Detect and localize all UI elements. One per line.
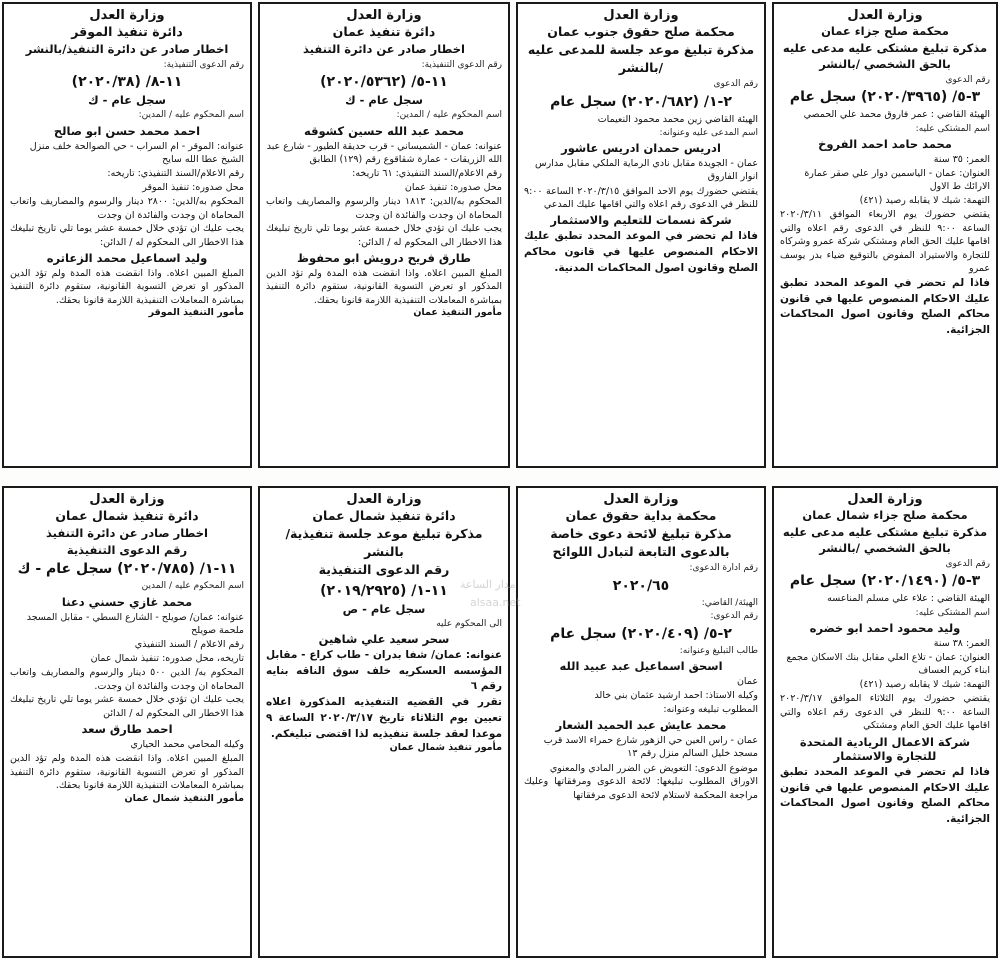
party-name: ادريس حمدان ادريس عاشور — [561, 141, 721, 156]
party-name: احمد طارق سعد — [81, 722, 173, 737]
ministry-header: وزارة العدل — [89, 8, 165, 23]
notice-north-amman-execution-warning — [2, 486, 252, 958]
signature-line: مأمور التنفيذ شمال عمان — [124, 792, 244, 804]
case-number: ١١-١/ (٢٠٢٠/٧٨٥) سجل عام - ك — [17, 561, 237, 578]
party-name: احمد محمد حسن ابو صالح — [53, 123, 201, 138]
detail-line: عنوانه: عمان/ صويلح - الشارع السطي - مقابل المسجد ملحمة صويلح — [26, 611, 244, 636]
field-label: اسم المحكوم عليه / المدين: — [396, 110, 502, 121]
court-title: محكمة بداية حقوق عمان — [565, 508, 717, 523]
field-label: اسم المدعى عليه وعنوانه: — [659, 127, 758, 138]
party-name: سجل عام - ص — [342, 601, 426, 616]
ministry-header: وزارة العدل — [847, 8, 923, 23]
ministry-header: وزارة العدل — [89, 492, 165, 507]
party-name: محمد عايش عبد الحميد الشعار — [555, 718, 727, 733]
body-paragraph: يقتضي حضورك يوم الاحد الموافق ٢٠٢٠/٣/١٥ الساعة ٩:٠٠ للنظر في الدعوى رقم اعلاه والتي اقامها عليك المدعي — [524, 185, 758, 210]
ministry-header: وزارة العدل — [346, 8, 422, 23]
court-title: دائرة تنفيذ شمال عمان — [312, 508, 456, 523]
detail-line: العمر: ٣٥ سنة — [933, 153, 990, 165]
detail-line: رقم الاعلام/السند التنفيذي: تاريخه: — [107, 167, 244, 179]
body-paragraph: المحكوم به/الدين: ٢٨٠٠ دينار والرسوم والمصاريف واتعاب المحاماة ان وجدت والفائدة ان وجدت — [10, 196, 244, 221]
emphasis-paragraph: تقرر في القضيه التنفيذيه المذكورة اعلاه تعيين يوم الثلاثاء تاريخ ٢٠٢٠/٣/١٧ الساعة ٩ موعدا لعقد جلسة تنفيذيه لذا اقتضى تبليغكم. — [266, 696, 502, 740]
notice-subtitle: محكمة صلح جزاء عمان — [821, 24, 949, 38]
field-label: طالب التبليغ وعنوانه: — [679, 645, 758, 656]
detail-line: العنوان: عمان - الياسمين دوار علي صقر عمارة الارائك ط الاول — [804, 168, 990, 193]
party-name: وليد اسماعيل محمد الزعاتره — [46, 250, 208, 265]
party-name: سحر سعيد علي شاهين — [318, 631, 450, 646]
detail-line: عمان - الجويدة مقابل نادي الرماية الملكي مقابل مدارس انوار الفاروق — [535, 158, 758, 183]
detail-line: المطلوب تبليغه وعنوانه: — [663, 704, 758, 716]
case-number: ٣-٥/ (٢٠٢٠/١٤٩٠) سجل عام — [789, 573, 981, 590]
field-label: الى المحكوم عليه — [436, 618, 502, 629]
notice-subtitle: اخطار صادر عن دائرة التنفيذ/بالنشر — [25, 42, 229, 57]
detail-line: عمان - راس العين حي الزهور شارع حمراء الاسد قرب مسجد خليل السالم منزل رقم ١٣ — [543, 735, 758, 760]
body-paragraph: المبلغ المبين اعلاه. واذا انقضت هذه المدة ولم تؤد الدين المذكور او تعرض التسوية القانونية، ستقوم دائرة التنفيذ بمباشرة المعاملات التنفيذية اللازمة قانونا بحقك. — [266, 267, 502, 306]
party-name: طارق فريح درويش ابو محفوظ — [297, 250, 471, 265]
body-paragraph: موضوع الدعوى: التعويض عن الضرر المادي والمعنوي — [549, 762, 758, 774]
court-title: مذكرة تبليغ موعد جلسة للمدعى عليه /بالنشر — [527, 42, 755, 76]
court-title: دائرة تنفيذ شمال عمان — [55, 508, 199, 523]
detail-line: رقم الاعلام/السند التنفيذي: ٦١ تاريخه: — [352, 167, 502, 179]
notice-subtitle: اخطار صادر عن دائرة التنفيذ — [46, 526, 208, 541]
field-label: اسم المحكوم عليه / المدين: — [138, 110, 244, 121]
notice-north-amman-criminal-conciliation-court — [772, 2, 998, 468]
notice-subtitle: مذكرة تبليغ مشتكى عليه مدعى عليه بالحق الشخصي /بالنشر — [782, 524, 988, 556]
notice-subtitle: مذكرة تبليغ مشتكى عليه مدعى عليه بالحق الشخصي /بالنشر — [782, 40, 988, 72]
detail-line: عنوانه: عمان - الشميساني - قرب حديقة الطيور - شارع عبد الله الزريقات - عمارة شقاقوع رقم (١٢٩) الطابق — [266, 140, 502, 165]
body-paragraph: يقتضي حضورك يوم الاربعاء الموافق ٢٠٢٠/٣/١١ الساعة ٩:٠٠ للنظر في الدعوى رقم اعلاه والتي اقامها عليك الحق العام ومشتكي شركة عمرو وشركاه للتجارة والاستيراد المفوض بالتوقيع ضياء بدر يوسف عمرو — [780, 209, 990, 275]
field-label: رقم الدعوى — [945, 559, 990, 570]
emphasis-paragraph: فاذا لم تحضر في الموعد المحدد تطبق عليك الاحكام المنصوص عليها في قانون محاكم الصلح وقانون اصول المحاكمات المدنية. — [524, 230, 758, 274]
party-name: وليد محمود احمد ابو خضره — [809, 620, 961, 635]
detail-line: الهيئة القاضي زين محمد محمود النعيمات — [597, 113, 758, 125]
signature-line: مأمور التنفيذ عمان — [413, 307, 502, 319]
case-number: ٢-١/ (٢٠٢٠/٦٨٢) سجل عام — [550, 93, 732, 110]
body-paragraph: يجب عليك ان تؤدي خلال خمسة عشر يوما تلي تاريخ تبليغك هذا الاخطار الى المحكوم له / الدائن: — [266, 223, 502, 248]
emphasis-paragraph: عنوانه: عمان/ شفا بدران - طاب كراع - مقابل المؤسسه العسكريه خلف سوق الناقه بنايه رقم ٦ — [266, 648, 502, 693]
party-name: اسحق اسماعيل عبد عبيد الله — [559, 659, 723, 673]
body-paragraph: المبلغ المبين اعلاه. واذا انقضت هذه المدة ولم تؤد الدين المذكور او تعرض التسوية القانونية، ستقوم دائرة التنفيذ بمباشرة المعاملات التنفيذية اللازمة قانونا بحقك. — [10, 267, 244, 306]
notice-north-amman-execution-session — [258, 486, 510, 958]
field-label: الهيئة/ القاضي: — [701, 597, 758, 608]
notice-subtitle: اخطار صادر عن دائرة التنفيذ — [303, 42, 465, 57]
body-paragraph: المحكوم به/ الدين ٥٠٠ دينار والرسوم والمصاريف واتعاب المحاماة ان وجدت والفائدة ان وجدت. — [10, 667, 244, 692]
case-number: ٢-٥/ (٢٠٢٠/٤٠٩) سجل عام — [550, 625, 732, 642]
court-title: دائرة تنفيذ عمان — [332, 24, 436, 39]
body-paragraph: الاوراق المطلوب تبليغها: لائحة الدعوى ومرفقاتها وعليك مراجعة المحكمة لاستلام لائحة الدعوى مرفقاتها — [524, 776, 758, 801]
detail-line: الهيئة القاضي : عمر فاروق محمد علي الحمصي — [803, 109, 990, 121]
body-paragraph: يجب عليك ان تؤدي خلال خمسة عشر يوما تلي تاريخ تبليغك هذا الاخطار الى المحكوم له / الدائن — [10, 694, 244, 719]
court-title: مذكرة تبليغ لائحة دعوى خاصة بالدعوى التابعة لتبادل اللوائح — [550, 526, 732, 560]
party-name: شركة نسمات للتعليم والاستثمار — [550, 213, 732, 228]
body-paragraph: يجب عليك ان تؤدي خلال خمسة عشر يوما تلي تاريخ تبليغك هذا الاخطار الى المحكوم له / الدائن: — [10, 223, 244, 248]
detail-line: محل صدوره: تنفيذ الموقر — [142, 181, 244, 193]
notice-subtitle: محكمة صلح جزاء شمال عمان — [802, 508, 968, 522]
detail-line: تاريخه، محل صدوره: تنفيذ شمال عمان — [90, 653, 244, 665]
watermark-ar: مدار الساعة — [460, 578, 516, 591]
case-number: ٣-٥/ (٢٠٢٠/٣٩٦٥) سجل عام — [789, 89, 981, 106]
ministry-header: وزارة العدل — [346, 492, 422, 507]
emphasis-paragraph: فاذا لم تحضر في الموعد المحدد تطبق عليك الاحكام المنصوص عليها في قانون محاكم الصلح وقانون اصول المحاكمات الجزائية. — [780, 276, 990, 337]
body-paragraph: المبلغ المبين اعلاه. واذا انقضت هذه المدة ولم تؤد الدين المذكور او تعرض التسوية القانونية، ستقوم دائرة التنفيذ بمباشرة المعاملات التنفيذية اللازمة قانونا بحقك. — [10, 753, 244, 792]
detail-line: العمر: ٣٨ سنة — [933, 637, 990, 649]
notice-south-amman-civil-conciliation-court — [516, 2, 766, 468]
signature-line: مأمور التنفيذ الموقر — [148, 307, 244, 319]
notice-amman-first-instance-court — [516, 486, 766, 958]
field-label: رقم الدعوى التنفيذية: — [421, 59, 502, 70]
field-label: رقم الدعوى — [713, 79, 758, 90]
detail-line: التهمة: شيك لا يقابله رصيد (٤٢١) — [859, 679, 990, 691]
party-name: سجل عام - ك — [345, 93, 423, 108]
case-number: ١١-١/ (٢٠١٩/٢٩٢٥) — [320, 582, 448, 599]
court-title: مذكرة تبليغ موعد جلسة تنفيذية/ بالنشر — [285, 526, 483, 560]
detail-line: التهمة: شيك لا يقابله رصيد (٤٢١) — [859, 195, 990, 207]
field-label: رقم ادارة الدعوى: — [689, 563, 758, 574]
signature-line: مأمور تنفيذ شمال عمان — [389, 742, 502, 754]
party-name: محمد حامد احمد الفروخ — [818, 136, 952, 151]
notice-muwaqqar-execution-department — [2, 2, 252, 468]
field-label: اسم المشتكى عليه: — [915, 607, 990, 618]
court-title: محكمة صلح حقوق جنوب عمان — [547, 24, 735, 39]
notice-north-amman-criminal-court-2 — [772, 486, 998, 958]
emphasis-paragraph: فاذا لم تحضر في الموعد المحدد تطبق عليك الاحكام المنصوص عليها في قانون محاكم الصلح وقانون اصول المحاكمات الجزائية. — [780, 765, 990, 826]
field-label: رقم الدعوى التنفيذية: — [163, 59, 244, 70]
notice-subtitle: رقم الدعوى التنفيذية — [66, 542, 188, 557]
field-label: اسم المشتكى عليه: — [915, 123, 990, 134]
ministry-header: وزارة العدل — [603, 8, 679, 23]
party-name: محمد عبد الله حسين كشوقه — [303, 123, 465, 138]
field-label: رقم الدعوى: — [710, 611, 758, 622]
court-title: رقم الدعوى التنفيذية — [318, 562, 450, 578]
detail-line: محل صدوره: تنفيذ عمان — [404, 181, 502, 193]
ministry-header: وزارة العدل — [603, 492, 679, 507]
case-number: ٢٠٢٠/٦٥ — [612, 577, 670, 594]
detail-line: العنوان: عمان - تلاع العلي مقابل بنك الاسكان مجمع ابناء كريم العساف — [786, 652, 990, 677]
watermark-en: alsaa.net — [470, 596, 521, 609]
detail-line: عمان — [736, 676, 758, 687]
case-number: ١١-٥/ (٢٠٢٠/٥٣٦٢) — [320, 74, 448, 91]
detail-line: وكيله المحامي محمد الحياري — [130, 739, 244, 751]
body-paragraph: يقتضي حضورك يوم الثلاثاء الموافق ٢٠٢٠/٣/١٧ الساعة ٩:٠٠ للنظر في الدعوى رقم اعلاه والتي اقامها عليك الحق العام ومشتكي — [780, 693, 990, 732]
body-paragraph: المحكوم به/الدين: ١٨١٣ دينار والرسوم والمصاريف واتعاب المحاماة ان وجدت والفائدة ان وجدت — [266, 196, 502, 221]
ministry-header: وزارة العدل — [847, 492, 923, 507]
case-number: ١١-٨/ (٢٠٢٠/٣٨) — [71, 74, 183, 91]
detail-line: رقم الاعلام / السند التنفيذي — [134, 639, 244, 651]
detail-line: عنوانه: الموقر - ام السراب - حي الصوالحة خلف منزل الشيخ عطا الله سايح — [29, 140, 244, 165]
detail-line: الهيئة القاضي : علاء علي مسلم المناعسه — [827, 593, 990, 605]
field-label: اسم المحكوم عليه / المدين — [141, 581, 244, 592]
detail-line: وكيله الاستاذ: احمد ارشيد عثمان بني خالد — [594, 690, 758, 702]
party-name: سجل عام - ك — [88, 93, 166, 108]
field-label: رقم الدعوى — [945, 75, 990, 86]
notice-amman-execution-department — [258, 2, 510, 468]
party-name: محمد غازي حسني دعنا — [61, 594, 193, 609]
court-title: دائرة تنفيذ الموقر — [71, 24, 183, 39]
party-name: شركة الاعمال الريادية المتحدة للتجارة والاستثمار — [799, 734, 971, 763]
